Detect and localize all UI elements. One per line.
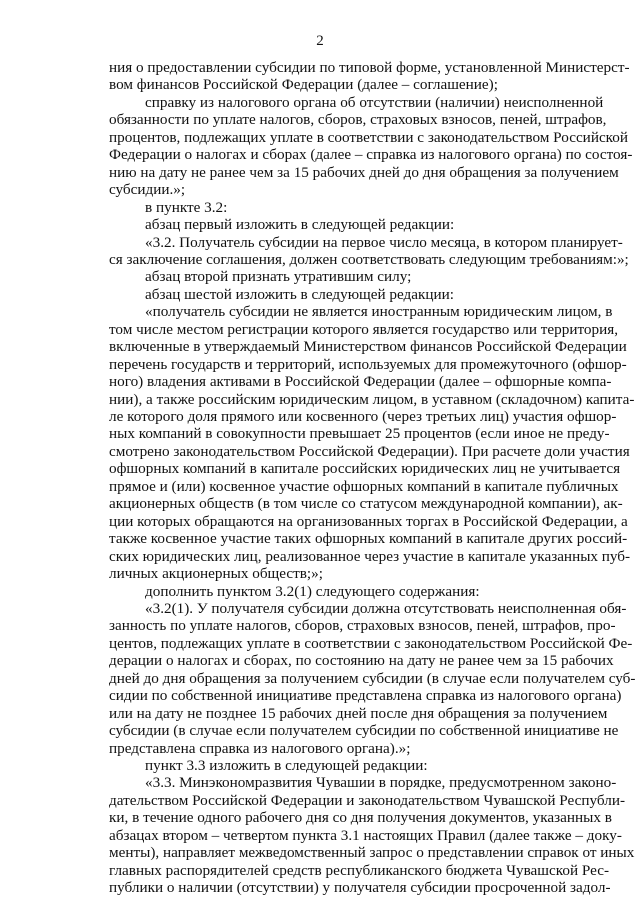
- text-line: ских юридических лиц, реализованное через участие в капитале указанных пуб-: [109, 547, 631, 565]
- text-line: пункт 3.3 изложить в следующей редакции:: [145, 757, 428, 774]
- text-line: прямое и (или) косвенное участие офшорных компаний в капитале публичных: [109, 477, 619, 495]
- text-line: занность по уплате налогов, сборов, страховых взносов, пеней, штрафов, про-: [109, 617, 616, 635]
- text-line: ки, в течение одного рабочего дня со дня получения документов, указанных в: [109, 809, 612, 827]
- text-line: или на дату не позднее 15 рабочих дней после дня обращения за получением: [109, 704, 608, 722]
- text-line: процентов, подлежащих уплате в соответствии с законодательством Российской: [109, 128, 629, 146]
- text-line: ного) владения активами в Российской Федерации (далее – офшорные компа-: [109, 373, 612, 391]
- text-line: справку из налогового органа об отсутствии (наличии) неисполненной: [145, 93, 604, 111]
- text-line: дней до дня обращения за получением субсидии (в случае если получателем суб-: [109, 669, 636, 687]
- text-line: абзацах втором – четвертом пункта 3.1 настоящих Правил (далее также – доку-: [109, 826, 622, 844]
- text-line: обязанности по уплате налогов, сборов, страховых взносов, пеней, штрафов,: [109, 111, 607, 129]
- text-line: акционерных обществ (в том числе со статусом международной компании), ак-: [109, 495, 623, 513]
- text-line: офшорных компаний в капитале российских юридических лиц не учитывается: [109, 460, 621, 478]
- text-line: ных компаний в совокупности превышает 25 процентов (если иное не преду-: [109, 425, 610, 443]
- text-line: «3.2. Получатель субсидии на первое число месяца, в котором планирует-: [145, 233, 623, 251]
- text-line: главных распорядителей средств республиканского бюджета Чувашской Рес-: [109, 861, 610, 879]
- text-line: представлена справка из налогового органа).»;: [109, 739, 411, 757]
- text-line: ле которого доля прямого или косвенного (через третьих лиц) участия офшор-: [109, 408, 617, 425]
- text-line: «3.3. Минэкономразвития Чувашии в порядке, предусмотренном законо-: [145, 774, 617, 792]
- text-line: сидии по собственной инициативе представлена справка из налогового органа): [109, 687, 622, 705]
- text-line: дательством Российской Федерации и законодательством Чувашской Республи-: [109, 791, 626, 809]
- text-line: абзац шестой изложить в следующей редакции:: [145, 285, 454, 303]
- text-line: том числе местом регистрации которого является государство или территория,: [109, 320, 618, 338]
- text-line: вом финансов Российской Федерации (далее – соглашение);: [109, 76, 498, 94]
- text-line: «получатель субсидии не является иностранным юридическим лицом, в: [145, 303, 613, 321]
- text-line: перечень государств и территорий, используемых для промежуточного (офшор-: [109, 355, 627, 373]
- text-line: ся заключение соглашения, должен соответствовать следующим требованиям:»;: [109, 250, 629, 268]
- text-line: включенные в утверждаемый Министерством финансов Российской Федерации: [109, 338, 627, 356]
- text-line: абзац первый изложить в следующей редакции:: [145, 216, 455, 234]
- text-line: абзац второй признать утратившим силу;: [145, 268, 412, 286]
- text-line: ния о предоставлении субсидии по типовой форме, установленной Министерст-: [109, 59, 630, 76]
- text-line: публики о наличии (отсутствии) у получателя субсидии просроченной задол-: [109, 879, 611, 897]
- text-line: субсидии.»;: [109, 181, 186, 199]
- text-line: менты), направляет межведомственный запрос о представлении справок от иных: [109, 844, 635, 862]
- text-line: ции которых обращаются на организованных торгах в Российской Федерации, а: [109, 512, 628, 530]
- text-line: личных акционерных обществ;»;: [109, 565, 323, 583]
- text-line: Федерации о налогах и сборах (далее – справка из налогового органа) по состоя-: [109, 146, 633, 164]
- text-line: нию на дату не ранее чем за 15 рабочих дней до дня обращения за получением: [109, 163, 619, 181]
- text-line: также косвенное участие таких офшорных компаний в капитале других россий-: [109, 530, 628, 548]
- text-line: центов, подлежащих уплате в соответствии с законодательством Российской Фе-: [109, 634, 633, 652]
- text-line: дополнить пунктом 3.2(1) следующего содержания:: [145, 582, 480, 600]
- text-line: «3.2(1). У получателя субсидии должна отсутствовать неисполненная обя-: [145, 599, 627, 617]
- text-line: в пункте 3.2:: [145, 198, 228, 216]
- text-line: дерации о налогах и сборах, по состоянию на дату не ранее чем за 15 рабочих: [109, 652, 614, 670]
- page-number: 2: [316, 33, 324, 49]
- text-line: нии), а также российским юридическим лицом, в уставном (складочном) капита-: [109, 390, 635, 408]
- text-line: смотрено законодательством Российской Федерации). При расчете доли участия: [109, 442, 630, 460]
- text-line: субсидии (в случае если получателем субсидии по собственной инициативе не: [109, 722, 619, 740]
